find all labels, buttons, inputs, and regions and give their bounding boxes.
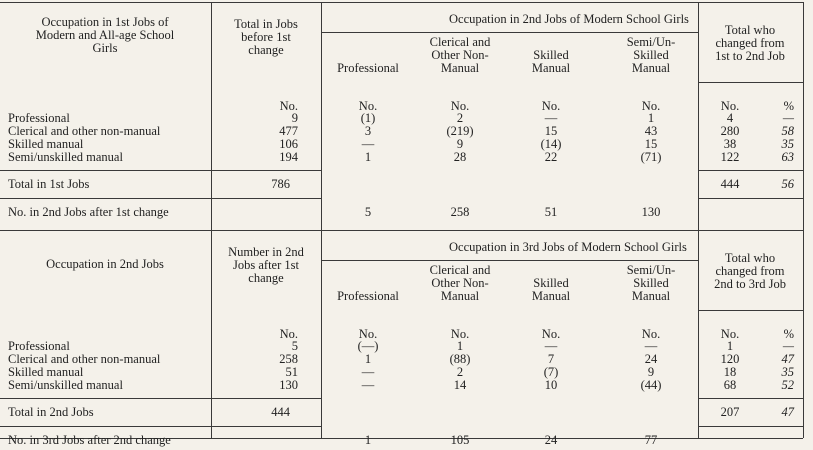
part2-unit-clerical: No. (450, 327, 470, 341)
part2-cell-changed-no: 1 (726, 339, 734, 353)
part1-cell-professional: (1) (360, 111, 376, 125)
part1-semi-header: Semi/Un- Skilled Manual (626, 35, 676, 75)
part1-after-label: No. in 2nd Jobs after 1st change (8, 205, 169, 219)
part2-cell-changed-pct: — (782, 339, 794, 353)
part1-after-rule-top-right (698, 198, 803, 199)
part1-unit-professional: No. (358, 99, 378, 113)
part1-cell-changed-no: 38 (723, 137, 737, 151)
right-rule (803, 2, 804, 438)
top-rule (0, 2, 803, 3)
part1-cell-changed-pct: 58 (781, 124, 794, 138)
part2-changed-rule (698, 310, 803, 311)
part-divider (0, 230, 803, 231)
part2-row-label: Professional (8, 339, 70, 353)
part2-cell-semi: 9 (647, 365, 655, 379)
part1-total-changed-pct: 56 (781, 177, 794, 191)
part2-row-label: Semi/unskilled manual (8, 378, 123, 392)
part1-cell-clerical: 28 (453, 150, 467, 164)
part1-group-title: Occupation in 2nd Jobs of Modern School Girls (449, 12, 689, 26)
part2-after-professional: 1 (364, 433, 372, 447)
part2-cell-clerical: (88) (449, 352, 471, 366)
part2-cell-total: 5 (291, 339, 298, 353)
part2-unit-semi: No. (641, 327, 661, 341)
part1-cell-professional: 3 (364, 124, 372, 138)
part1-occupation-header: Occupation in 1st Jobs of Modern and All-age School Girls (35, 15, 175, 55)
part1-cell-changed-no: 4 (726, 111, 734, 125)
part1-cell-semi: (71) (640, 150, 662, 164)
part2-total-rule-top-right (698, 398, 803, 399)
part1-unit-skilled: No. (541, 99, 561, 113)
part1-row-label: Skilled manual (8, 137, 84, 151)
part2-total-label: Total in 2nd Jobs (8, 405, 94, 419)
part2-total-value: 444 (271, 405, 290, 419)
part2-cell-professional: — (361, 378, 375, 392)
part2-clerical-header: Clerical and Other Non- Manual (429, 263, 491, 303)
part1-cell-semi: 1 (647, 111, 655, 125)
part2-cell-semi: — (644, 339, 658, 353)
part1-after-clerical: 258 (450, 205, 470, 219)
part2-cell-semi: (44) (640, 378, 662, 392)
part1-cell-skilled: 22 (544, 150, 558, 164)
part2-unit-changed-pct: % (783, 327, 794, 341)
part2-cell-professional: — (361, 365, 375, 379)
part1-total-rule-top-right (698, 170, 803, 171)
part1-after-semi: 130 (641, 205, 661, 219)
part2-total-rule-top (0, 398, 321, 399)
part2-cell-professional: 1 (364, 352, 372, 366)
part1-clerical-header: Clerical and Other Non- Manual (429, 35, 491, 75)
part2-after-rule-top (0, 426, 321, 427)
part2-after-semi: 77 (644, 433, 658, 447)
part1-cell-total: 194 (279, 150, 298, 164)
part1-cell-professional: 1 (364, 150, 372, 164)
part1-cell-professional: — (361, 137, 375, 151)
part2-cell-clerical: 14 (453, 378, 467, 392)
part2-skilled-header: Skilled Manual (531, 276, 571, 303)
part1-cell-skilled: (14) (540, 137, 562, 151)
part2-cell-professional: (—) (357, 339, 379, 353)
part2-unit-changed-no: No. (720, 327, 740, 341)
part2-after-skilled: 24 (544, 433, 558, 447)
part1-row-label: Professional (8, 111, 70, 125)
part1-unit-semi: No. (641, 99, 661, 113)
part2-total-header: Number in 2nd Jobs after 1st change (228, 245, 304, 285)
part1-total-rule-top (0, 170, 321, 171)
part2-cell-changed-pct: 35 (781, 365, 794, 379)
part2-group-rule (321, 260, 698, 261)
part2-semi-header: Semi/Un- Skilled Manual (626, 263, 676, 303)
part2-cell-changed-no: 68 (723, 378, 737, 392)
part1-changed-header: Total who changed from 1st to 2nd Job (715, 23, 785, 63)
part2-after-clerical: 105 (450, 433, 470, 447)
part2-row-label: Skilled manual (8, 365, 84, 379)
part1-cell-skilled: — (544, 111, 558, 125)
part2-after-label: No. in 3rd Jobs after 2nd change (8, 433, 171, 447)
column-rule (211, 2, 212, 438)
part1-after-professional: 5 (364, 205, 372, 219)
part1-cell-total: 106 (279, 137, 298, 151)
part2-total-changed-no: 207 (720, 405, 740, 419)
part2-row-label: Clerical and other non-manual (8, 352, 161, 366)
part1-cell-changed-pct: 35 (781, 137, 794, 151)
part2-changed-header: Total who changed from 2nd to 3rd Job (714, 251, 786, 291)
part2-cell-changed-no: 120 (720, 352, 740, 366)
part2-cell-changed-pct: 52 (781, 378, 794, 392)
part1-cell-semi: 15 (644, 137, 658, 151)
part1-cell-changed-no: 122 (720, 150, 740, 164)
part1-row-label: Semi/unskilled manual (8, 150, 123, 164)
part1-after-rule-top (0, 198, 321, 199)
part1-professional-header: Professional (337, 61, 399, 75)
part1-total-header: Total in Jobs before 1st change (234, 17, 298, 57)
part2-unit-skilled: No. (541, 327, 561, 341)
part1-total-value: 786 (271, 177, 290, 191)
part2-cell-skilled: 7 (547, 352, 555, 366)
part2-after-rule-top-right (698, 426, 803, 427)
part1-cell-clerical: (219) (446, 124, 474, 138)
part1-cell-total: 9 (291, 111, 298, 125)
part2-cell-skilled: 10 (544, 378, 558, 392)
part1-cell-changed-pct: — (782, 111, 794, 125)
part2-cell-skilled: (7) (543, 365, 559, 379)
part1-changed-rule (698, 82, 803, 83)
part2-unit-total: No. (279, 327, 298, 341)
part1-row-label: Clerical and other non-manual (8, 124, 161, 138)
part2-cell-total: 258 (279, 352, 298, 366)
part1-group-rule (321, 32, 698, 33)
part1-skilled-header: Skilled Manual (531, 48, 571, 75)
part2-unit-professional: No. (358, 327, 378, 341)
part1-unit-changed-pct: % (783, 99, 794, 113)
part2-cell-total: 51 (285, 365, 298, 379)
part1-cell-skilled: 15 (544, 124, 558, 138)
part1-cell-total: 477 (279, 124, 298, 138)
part2-professional-header: Professional (337, 289, 399, 303)
part1-after-skilled: 51 (544, 205, 558, 219)
part2-occupation-header: Occupation in 2nd Jobs (46, 257, 164, 271)
part2-cell-total: 130 (279, 378, 298, 392)
part2-cell-skilled: — (544, 339, 558, 353)
part2-cell-clerical: 2 (456, 365, 464, 379)
part1-total-label: Total in 1st Jobs (8, 177, 90, 191)
part1-cell-semi: 43 (644, 124, 658, 138)
part1-unit-total: No. (279, 99, 298, 113)
part1-unit-changed-no: No. (720, 99, 740, 113)
part1-cell-clerical: 9 (456, 137, 464, 151)
part2-cell-clerical: 1 (456, 339, 464, 353)
part2-group-title: Occupation in 3rd Jobs of Modern School Girls (449, 240, 687, 254)
part1-cell-changed-pct: 63 (781, 150, 794, 164)
part2-cell-changed-no: 18 (723, 365, 737, 379)
part2-cell-semi: 24 (644, 352, 658, 366)
part2-total-changed-pct: 47 (781, 405, 794, 419)
part1-cell-changed-no: 280 (720, 124, 740, 138)
part2-cell-changed-pct: 47 (781, 352, 794, 366)
part1-unit-clerical: No. (450, 99, 470, 113)
part1-cell-clerical: 2 (456, 111, 464, 125)
part1-total-changed-no: 444 (720, 177, 740, 191)
